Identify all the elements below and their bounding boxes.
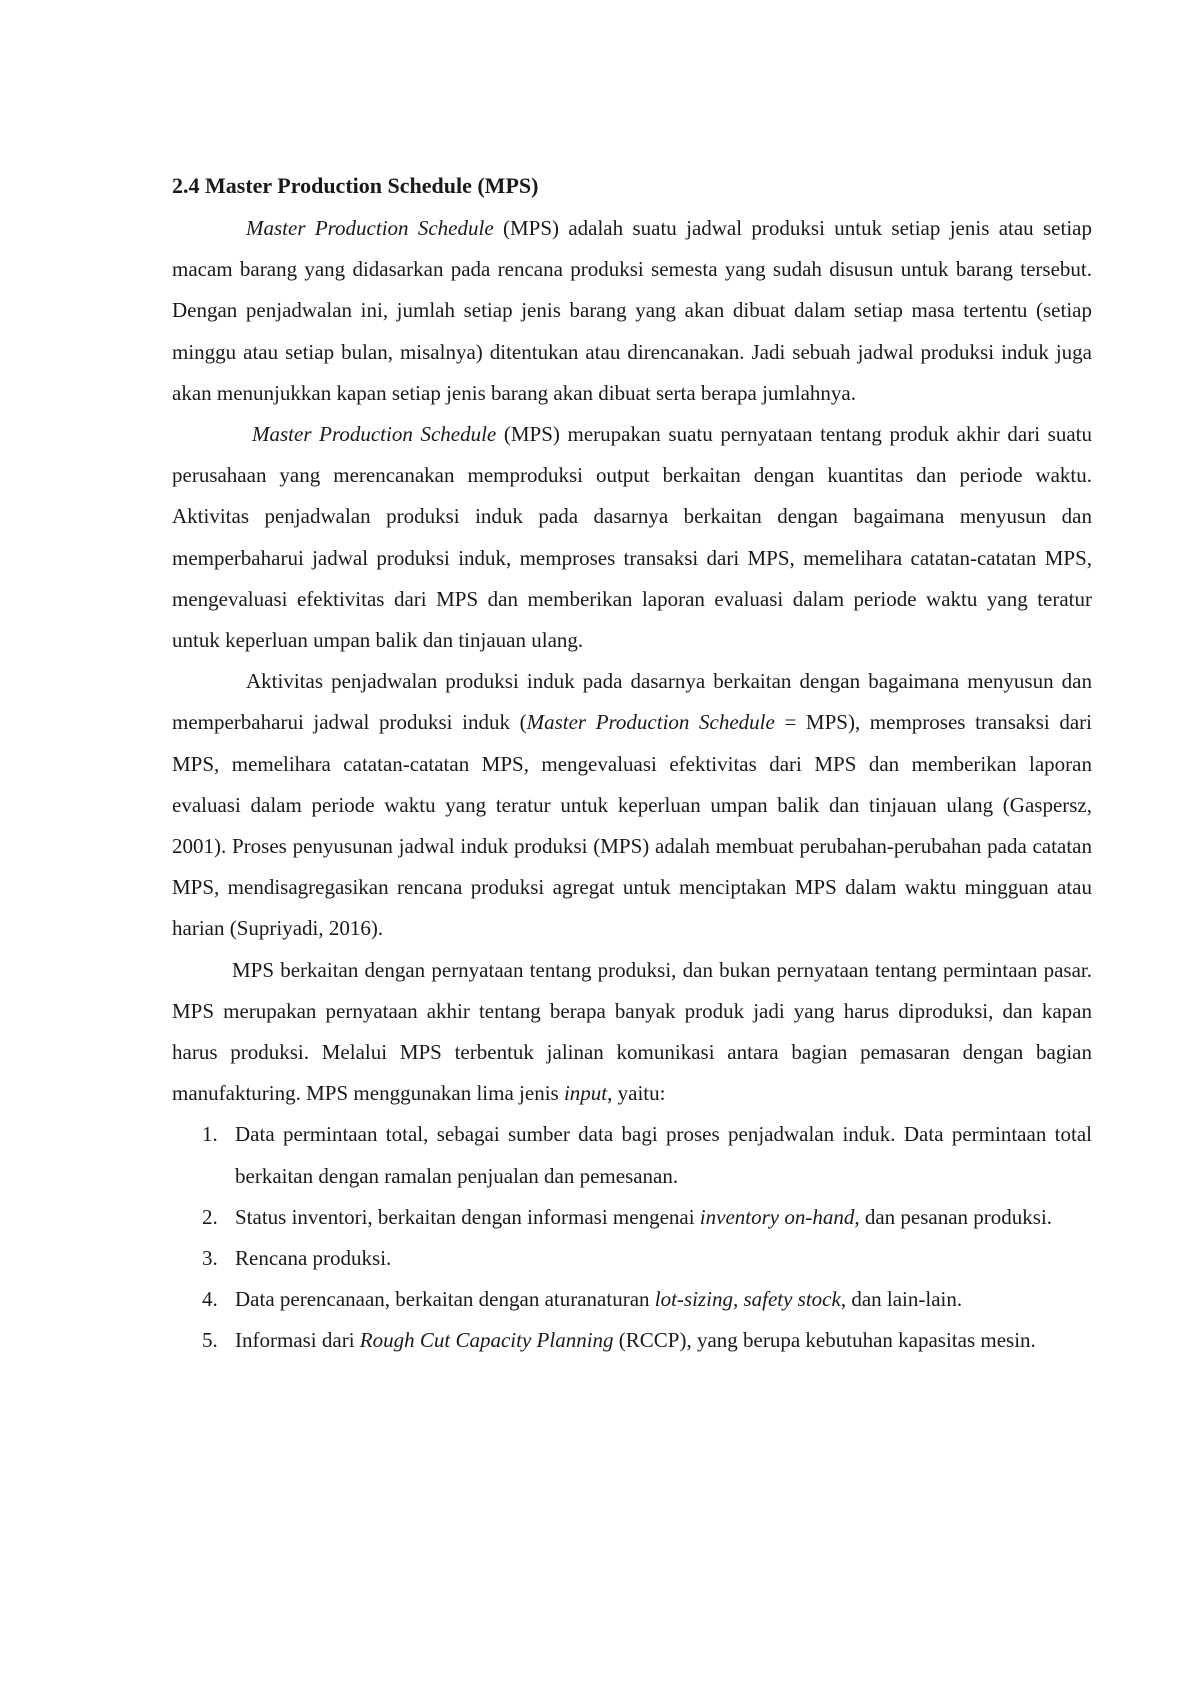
list-number: 3. (202, 1246, 218, 1271)
paragraph-mps-definition (172, 208, 1092, 414)
italic-term: Master Production Schedule (246, 216, 494, 240)
list-text: Data permintaan total, sebagai sumber data bagi proses penjadwalan induk. Data permintaan total berkaitan dengan ramalan penjualan dan pemesanan. (235, 1122, 1092, 1188)
list-number: 2. (202, 1204, 218, 1229)
italic-term: Rough Cut Capacity Planning (359, 1328, 614, 1353)
list-item (172, 1114, 1092, 1196)
paragraph-text: = MPS), memproses transaksi dari MPS, memelihara catatan-catatan MPS, mengevaluasi efektivitas dari MPS dan memberikan laporan evaluasi dalam periode waktu yang teratur untuk keperluan umpan balik dan tinjauan ulang (Gaspersz, 2001). Proses penyusunan jadwal induk produksi (MPS) adalah membuat perubahan-perubahan pada catatan MPS, mendisagregasikan rencana produksi agregat untuk menciptakan MPS dalam waktu mingguan atau harian (Supriyadi, 2016). (172, 710, 1093, 941)
list-text: Status inventori, berkaitan dengan informasi mengenai (235, 1204, 700, 1229)
list-number: 1. (202, 1122, 218, 1147)
list-text: Rencana produksi. (235, 1246, 392, 1271)
italic-term: Master Production Schedule (252, 422, 497, 447)
list-item (172, 1197, 1092, 1238)
list-number: 4. (202, 1287, 218, 1312)
paragraph-mps-statement (172, 414, 1092, 661)
list-text: , dan pesanan produksi. (854, 1204, 1053, 1229)
italic-term: inventory on-hand (699, 1204, 855, 1229)
paragraph-text: (MPS) merupakan suatu pernyataan tentang produk akhir dari suatu perusahaan yang merencanakan memproduksi output berkaitan dengan kuantitas dan periode waktu. Aktivitas penjadwalan produksi induk pada dasarnya berkaitan dengan bagaimana menyusun dan memperbaharui jadwal produksi induk, memproses transaksi dari MPS, memelihara catatan-catatan MPS, mengevaluasi efektivitas dari MPS dan memberikan laporan evaluasi dalam periode waktu yang teratur untuk keperluan umpan balik dan tinjauan ulang. (172, 422, 1092, 653)
paragraph-text: Aktivitas penjadwalan produksi induk pada dasarnya berkaitan dengan bagaimana menyusun dan memperbaharui jadwal produksi induk ( (172, 669, 1092, 735)
italic-term: input (563, 1081, 608, 1106)
paragraph-mps-inputs (172, 950, 1092, 1115)
list-item (172, 1238, 1092, 1279)
list-text: (RCCP), yang berupa kebutuhan kapasitas mesin. (613, 1328, 1036, 1353)
paragraph-text: MPS berkaitan dengan pernyataan tentang produksi, dan bukan pernyataan tentang permintaan pasar. MPS merupakan pernyataan akhir tentang berapa banyak produk jadi yang harus diproduksi, dan kapan harus produksi. Melalui MPS terbentuk jalinan komunikasi antara bagian pemasaran dengan bagian manufakturing. MPS menggunakan lima jenis (172, 957, 1092, 1106)
list-number: 5. (202, 1328, 218, 1353)
paragraph-text: (MPS) adalah suatu jadwal produksi untuk setiap jenis atau setiap macam barang yang didasarkan pada rencana produksi semesta yang sudah disusun untuk barang tersebut. Dengan penjadwalan ini, jumlah setiap jenis barang yang akan dibuat dalam setiap masa tertentu (setiap minggu atau setiap bulan, misalnya) ditentukan atau direncanakan. Jadi sebuah jadwal produksi induk juga akan menunjukkan kapan setiap jenis barang akan dibuat serta berapa jumlahnya. (172, 216, 1092, 405)
input-list (172, 1114, 1092, 1361)
section-heading: 2.4 Master Production Schedule (MPS) (172, 173, 539, 198)
italic-term: Master Production Schedule (526, 710, 775, 735)
italic-term: lot-sizing, safety stock (654, 1287, 841, 1312)
list-item (172, 1279, 1092, 1320)
document-page (172, 166, 1092, 1362)
paragraph-text: , yaitu: (607, 1081, 666, 1106)
list-text: Data perencanaan, berkaitan dengan aturanaturan (235, 1287, 655, 1312)
list-text: Informasi dari (235, 1328, 360, 1353)
list-item (172, 1320, 1092, 1361)
paragraph-mps-activities (172, 661, 1092, 949)
list-text: , dan lain-lain. (840, 1287, 963, 1312)
